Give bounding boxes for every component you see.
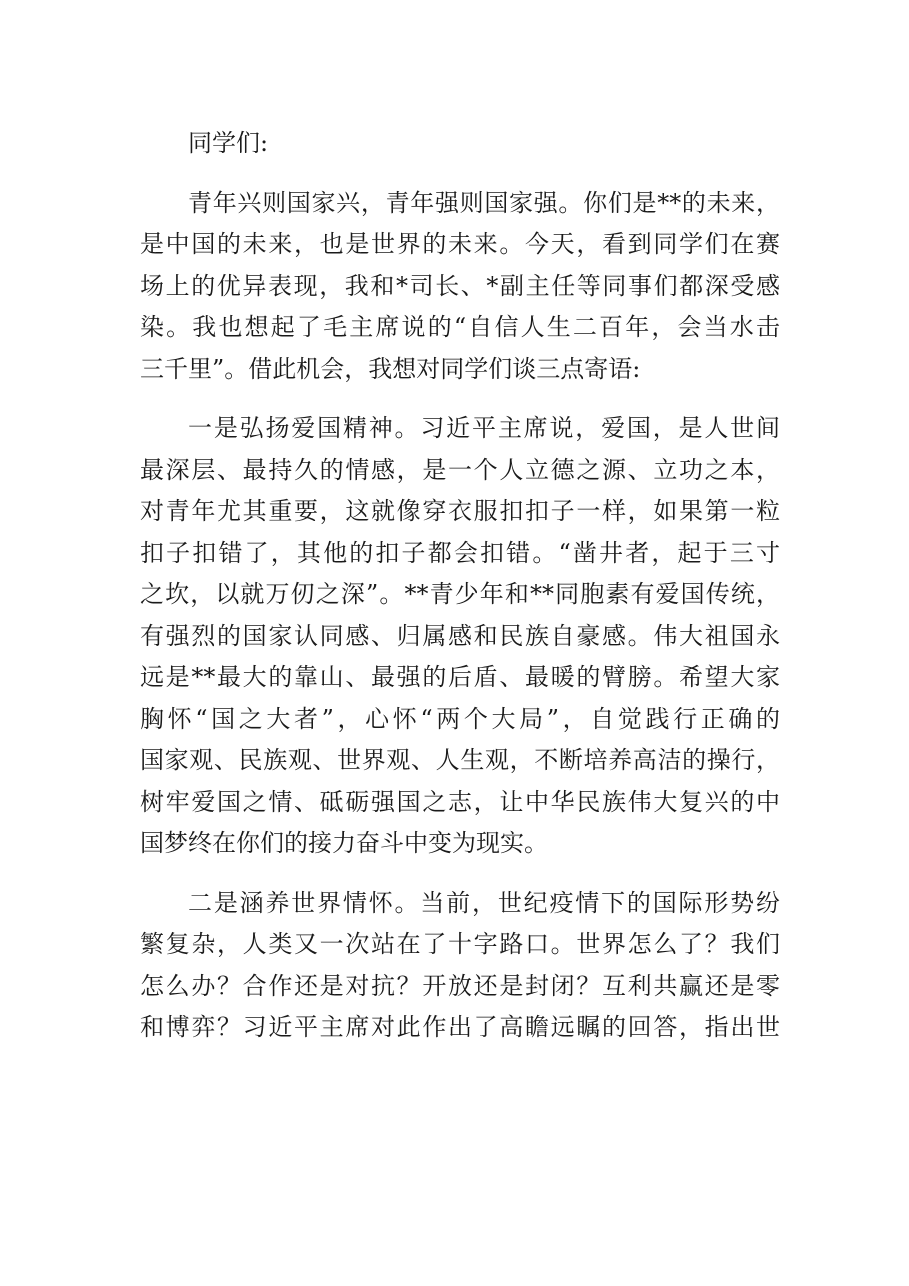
paragraph-line: 远是**最大的靠山、最强的后盾、最暖的臂膀。希望大家: [140, 663, 780, 691]
paragraph-line: 国梦终在你们的接力奋斗中变为现实。: [140, 829, 548, 857]
paragraph-3: [140, 883, 780, 1049]
paragraph-line: 树牢爱国之情、砥砺强国之志，让中华民族伟大复兴的中: [140, 787, 780, 816]
paragraph-line: 扣子扣错了，其他的扣子都会扣错。“凿井者，起于三寸: [140, 538, 780, 567]
paragraph-line: 有强烈的国家认同感、归属感和民族自豪感。伟大祖国永: [140, 621, 780, 650]
greeting: [140, 123, 780, 165]
paragraph-line: 青年兴则国家兴，青年强则国家强。你们是**的未来，: [188, 188, 780, 217]
paragraph-line: 是中国的未来，也是世界的未来。今天，看到同学们在赛: [140, 230, 780, 258]
paragraph-line: 最深层、最持久的情感，是一个人立德之源、立功之本，: [140, 455, 780, 484]
paragraph-line: 怎么办？合作还是对抗？开放还是封闭？互利共赢还是零: [140, 971, 780, 1000]
paragraph-line: 和博弈？习近平主席对此作出了高瞻远瞩的回答，指出世: [140, 1013, 780, 1041]
paragraph-line: 对青年尤其重要，这就像穿衣服扣扣子一样，如果第一粒: [140, 497, 780, 525]
paragraph-line: 染。我也想起了毛主席说的“自信人生二百年，会当水击: [140, 313, 780, 341]
paragraph-line: 一是弘扬爱国精神。习近平主席说，爱国，是人世间: [188, 414, 780, 442]
paragraph-line: 二是涵养世界情怀。当前，世纪疫情下的国际形势纷: [188, 888, 780, 917]
paragraph-line: 三千里”。借此机会，我想对同学们谈三点寄语:: [140, 354, 641, 383]
paragraph-line: 场上的优异表现，我和*司长、*副主任等同事们都深受感: [140, 271, 780, 300]
greeting-text: 同学们:: [188, 129, 269, 157]
paragraph-line: 胸怀“国之大者”，心怀“两个大局”，自觉践行正确的: [140, 704, 780, 733]
paragraph-1: [140, 183, 780, 391]
paragraph-line: 国家观、民族观、世界观、人生观，不断培养高洁的操行，: [140, 746, 780, 774]
paragraph-2: [140, 408, 780, 865]
paragraph-line: 之坎，以就万仞之深”。**青少年和**同胞素有爱国传统，: [140, 580, 780, 608]
document-body: [140, 123, 780, 1049]
paragraph-line: 繁复杂，人类又一次站在了十字路口。世界怎么了？我们: [140, 930, 780, 958]
